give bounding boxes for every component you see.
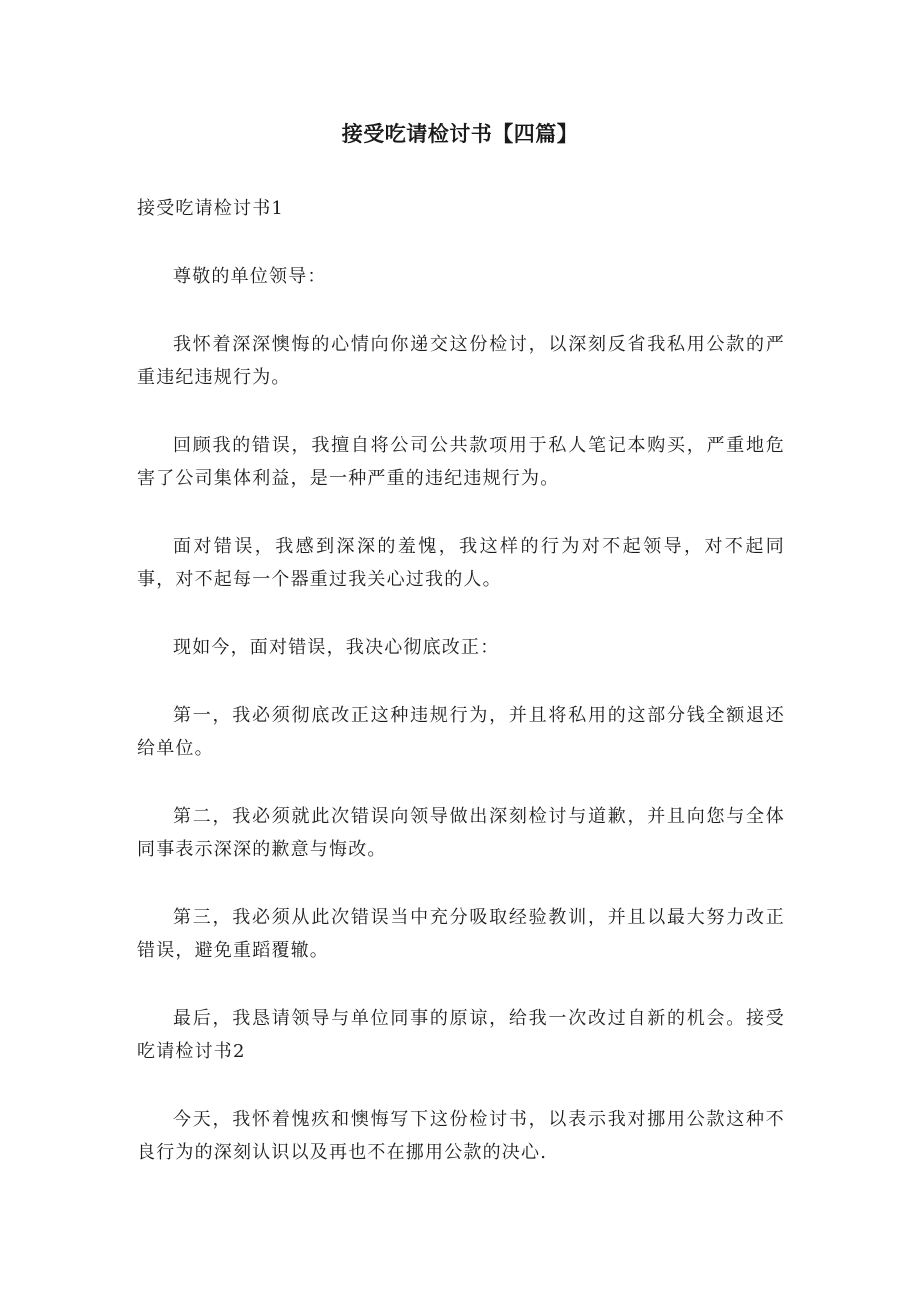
document-title: 接受吃请检讨书【四篇】 xyxy=(341,122,579,146)
paragraph: 面对错误，我感到深深的羞愧，我这样的行为对不起领导，对不起同事，对不起每一个器重过我关心过我的人。 xyxy=(137,536,785,590)
paragraph: 第三，我必须从此次错误当中充分吸取经验教训，并且以最大努力改正错误，避免重蹈覆辙。 xyxy=(137,907,785,961)
paragraph: 最后，我恳请领导与单位同事的原谅，给我一次改过自新的机会。接受吃请检讨书2 xyxy=(137,1008,785,1062)
paragraph: 今天，我怀着愧疚和懊悔写下这份检讨书，以表示我对挪用公款这种不良行为的深刻认识以及再也不在挪用公款的决心. xyxy=(137,1109,785,1163)
paragraph: 第一，我必须彻底改正这种违规行为，并且将私用的这部分钱全额退还给单位。 xyxy=(137,705,785,759)
paragraph: 回顾我的错误，我擅自将公司公共款项用于私人笔记本购买，严重地危害了公司集体利益，是一种严重的违纪违规行为。 xyxy=(137,435,785,489)
paragraph: 现如今，面对错误，我决心彻底改正： xyxy=(173,637,500,658)
paragraph: 第二，我必须就此次错误向领导做出深刻检讨与道歉，并且向您与全体同事表示深深的歉意与悔改。 xyxy=(137,806,785,860)
salutation: 尊敬的单位领导： xyxy=(173,266,327,287)
section-heading: 接受吃请检讨书1 xyxy=(137,198,285,219)
document-body xyxy=(137,192,785,1169)
paragraph: 我怀着深深懊悔的心情向你递交这份检讨，以深刻反省我私用公款的严重违纪违规行为。 xyxy=(137,334,785,388)
